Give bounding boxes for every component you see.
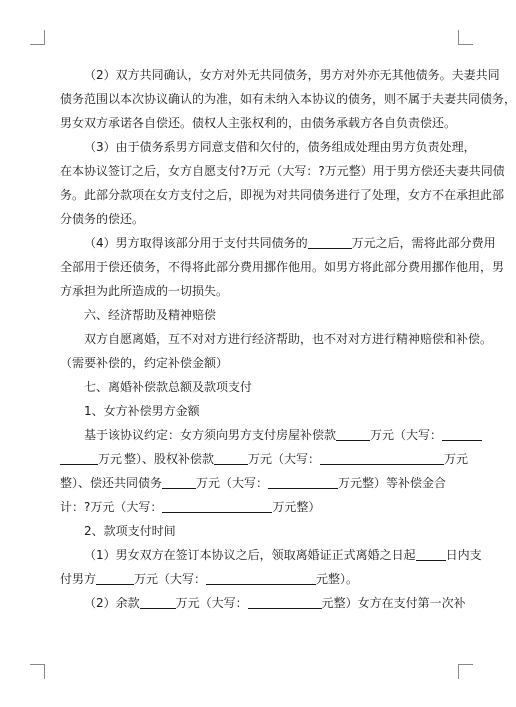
corner-mark-bottom-left — [30, 664, 45, 679]
text-segment: 整）、股权补偿款 — [124, 452, 215, 466]
section-heading: 六、经济帮助及精神赔偿 — [84, 308, 217, 322]
text-segment: 万元（大写： — [175, 596, 248, 610]
paragraph-line — [60, 447, 469, 471]
paragraph-line: 务。此部分款项在女方支付之后，即视为对共同债务进行了处理，女方不在承担此部 — [60, 188, 505, 202]
document-body — [60, 63, 516, 615]
text-segment: 万元之后，需将此部分费用 — [351, 236, 496, 250]
subsection-heading: 2、款项支付时间 — [84, 524, 176, 538]
text-segment: 元整）。 — [316, 572, 359, 586]
paragraph-line: 债务范围以本次协议确认的为准，如有未纳入本协议的债务，则不属于夫妻共同债务， — [60, 92, 516, 106]
text-segment: 万元（大写： — [248, 452, 321, 466]
paragraph-line — [60, 423, 444, 447]
paragraph-line: 男女双方承诺各自偿还。债权人主张权利的，由债务承载方各自负责偿还。 — [60, 116, 457, 130]
paragraph-line — [60, 543, 482, 567]
text-segment: 万元整） — [272, 500, 321, 514]
subsection-heading: 1、女方补偿男方金额 — [84, 404, 200, 418]
text-segment: 计：?万元（大写： — [60, 500, 163, 514]
blank-underline — [96, 572, 134, 585]
blank-underline — [320, 452, 444, 465]
blank-underline — [248, 596, 322, 609]
corner-mark-top-right — [458, 30, 473, 45]
paragraph-line: 全部用于偿还债务，不得将此部分费用挪作他用。如男方将此部分费用挪作他用，男 — [60, 260, 505, 274]
text-segment: 万元 — [444, 452, 469, 466]
text-segment: 万元（大写： — [370, 428, 443, 442]
blank-underline — [214, 452, 248, 465]
paragraph-line: 分债务的偿还。 — [60, 212, 145, 226]
blank-underline — [206, 572, 316, 585]
blank-underline — [336, 428, 370, 441]
text-segment: （4）男方取得该部分用于支付共同债务的 — [84, 236, 308, 250]
blank-underline — [140, 596, 176, 609]
text-segment: （2）余款 — [84, 596, 140, 610]
text-segment: 万元 — [98, 452, 123, 466]
corner-mark-top-left — [30, 30, 45, 45]
text-segment: 元整）女方在支付第一次补 — [321, 596, 466, 610]
blank-underline — [162, 476, 196, 489]
paragraph-line — [60, 591, 466, 615]
blank-underline — [416, 548, 446, 561]
paragraph-line — [60, 495, 444, 519]
paragraph-line: 方承担为此所造成的一切损失。 — [60, 284, 229, 298]
text-segment: 万元（大写： — [196, 476, 269, 490]
text-segment: 万元（大写： — [134, 572, 207, 586]
blank-underline — [162, 500, 272, 513]
paragraph-line — [60, 471, 447, 495]
blank-underline — [268, 476, 338, 489]
paragraph-line: （需要补偿的，约定补偿金额） — [60, 356, 229, 370]
section-heading: 七、离婚补偿款总额及款项支付 — [84, 380, 253, 394]
text-segment: 基于该协议约定：女方须向男方支付房屋补偿款 — [84, 428, 337, 442]
paragraph-line: 在本协议签订之后，女方自愿支付?万元（大写：?万元整）用于男方偿还夫妻共同债 — [60, 164, 505, 178]
text-segment: 整）、偿还共同债务 — [60, 476, 163, 490]
blank-underline — [60, 452, 98, 465]
corner-mark-bottom-right — [458, 664, 473, 679]
blank-underline — [308, 236, 352, 249]
paragraph-line: 双方自愿离婚，互不对对方进行经济帮助，也不对对方进行精神赔偿和补偿。 — [84, 332, 493, 346]
blank-underline — [442, 428, 482, 441]
text-segment: 日内支 — [445, 548, 482, 562]
paragraph-line — [60, 231, 496, 255]
paragraph-line — [60, 567, 444, 591]
paragraph-line: （3）由于债务系男方同意支借和欠付的，债务组成处理由男方负责处理， — [84, 140, 476, 154]
text-segment: 付男方 — [60, 572, 97, 586]
paragraph-line: （2）双方共同确认，女方对外无共同债务，男方对外亦无其他债务。夫妻共同 — [84, 68, 500, 82]
text-segment: 万元整）等补偿金合 — [338, 476, 447, 490]
text-segment: （1）男女双方在签订本协议之后，领取离婚证正式离婚之日起 — [84, 548, 416, 562]
